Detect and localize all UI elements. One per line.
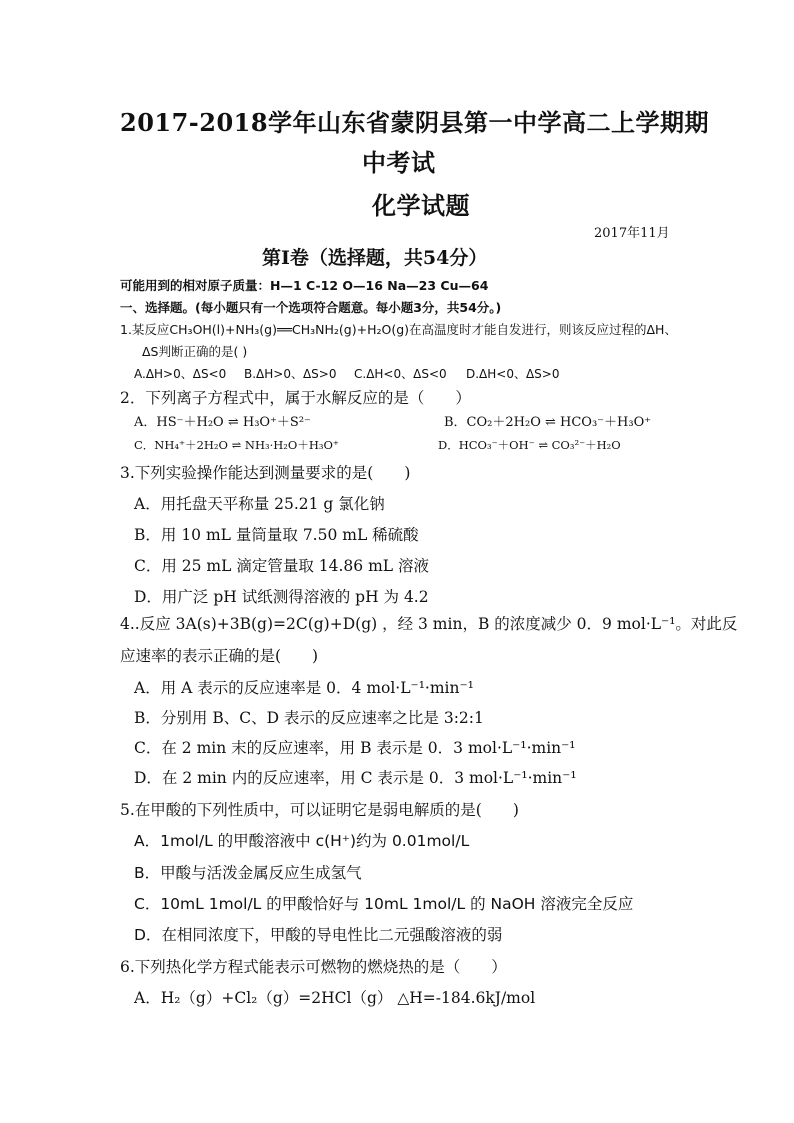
question-5-option-a: A．1mol/L 的甲酸溶液中 c(H⁺)约为 0.01mol/L xyxy=(134,832,470,850)
question-3-option-b: B．用 10 mL 量筒量取 7.50 mL 稀硫酸 xyxy=(134,526,419,544)
document-title-line1: 2017-2018学年山东省蒙阴县第一中学高二上学期期 xyxy=(120,108,710,137)
question-1-option-a: A.ΔH>0、ΔS<0 xyxy=(134,367,227,381)
question-1-option-d: D.ΔH<0、ΔS>0 xyxy=(466,367,560,381)
question-4-stem: 4..反应 3A(s)+3B(g)=2C(g)+D(g) ，经 3 min，B 的浓度减少 0．9 mol·L⁻¹。对此反 xyxy=(120,615,738,633)
question-3-option-a: A．用托盘天平称量 25.21 g 氯化钠 xyxy=(134,495,385,513)
question-5-option-b: B．甲酸与活泼金属反应生成氢气 xyxy=(134,864,362,882)
question-2-option-d: D．HCO₃⁻＋OH⁻ ⇌ CO₃²⁻＋H₂O xyxy=(438,438,621,452)
question-1-option-b: B.ΔH>0、ΔS>0 xyxy=(244,367,337,381)
subject-title: 化学试题 xyxy=(372,191,470,220)
question-4-option-d: D．在 2 min 内的反应速率，用 C 表示是 0．3 mol·L⁻¹·min⁻¹ xyxy=(134,769,577,787)
question-2-option-b: B．CO₂＋2H₂O ⇌ HCO₃⁻＋H₃O⁺ xyxy=(444,415,652,430)
question-2-stem: 2．下列离子方程式中，属于水解反应的是（ ） xyxy=(120,389,471,407)
question-2-option-a: A．HS⁻＋H₂O ⇌ H₃O⁺＋S²⁻ xyxy=(134,415,311,430)
question-5-option-c: C．10mL 1mol/L 的甲酸恰好与 10mL 1mol/L 的 NaOH 溶液完全反应 xyxy=(134,895,634,913)
question-3-option-d: D．用广泛 pH 试纸测得溶液的 pH 为 4.2 xyxy=(134,588,429,606)
question-4-option-c: C．在 2 min 末的反应速率，用 B 表示是 0．3 mol·L⁻¹·min⁻¹ xyxy=(134,739,576,757)
question-3-option-c: C．用 25 mL 滴定管量取 14.86 mL 溶液 xyxy=(134,557,430,575)
question-4-option-b: B．分别用 B、C、D 表示的反应速率之比是 3:2:1 xyxy=(134,709,484,727)
question-1-stem: 1.某反应CH₃OH(l)+NH₃(g)══CH₃NH₂(g)+H₂O(g)在高温度时才能自发进行，则该反应过程的ΔH、 xyxy=(120,322,677,337)
question-6-stem: 6.下列热化学方程式能表示可燃物的燃烧热的是（ ） xyxy=(120,958,507,976)
question-4-stem-cont: 应速率的表示正确的是( ) xyxy=(120,647,319,665)
atomic-masses: 可能用到的相对原子质量：H—1 C-12 O—16 Na—23 Cu—64 xyxy=(120,278,489,293)
exam-date: 2017年11月 xyxy=(594,226,670,241)
question-4-option-a: A．用 A 表示的反应速率是 0．4 mol·L⁻¹·min⁻¹ xyxy=(134,679,474,697)
part-heading: 一、选择题。(每小题只有一个选项符合题意。每小题3分，共54分。) xyxy=(120,300,502,315)
section-heading: 第Ⅰ卷（选择题，共54分） xyxy=(262,247,488,269)
question-5-option-d: D．在相同浓度下，甲酸的导电性比二元强酸溶液的弱 xyxy=(134,926,503,944)
question-1-stem-cont: ΔS判断正确的是( ) xyxy=(142,344,248,359)
question-5-stem: 5.在甲酸的下列性质中，可以证明它是弱电解质的是( ) xyxy=(120,801,519,819)
question-2-option-c: C．NH₄⁺＋2H₂O ⇌ NH₃·H₂O＋H₃O⁺ xyxy=(134,438,339,452)
question-1-option-c: C.ΔH<0、ΔS<0 xyxy=(354,367,447,381)
question-6-option-a: A．H₂（g）+Cl₂（g）=2HCl（g） △H=-184.6kJ/mol xyxy=(134,989,536,1007)
question-3-stem: 3.下列实验操作能达到测量要求的是( ) xyxy=(120,464,411,482)
document-title-line2: 中考试 xyxy=(362,148,436,177)
